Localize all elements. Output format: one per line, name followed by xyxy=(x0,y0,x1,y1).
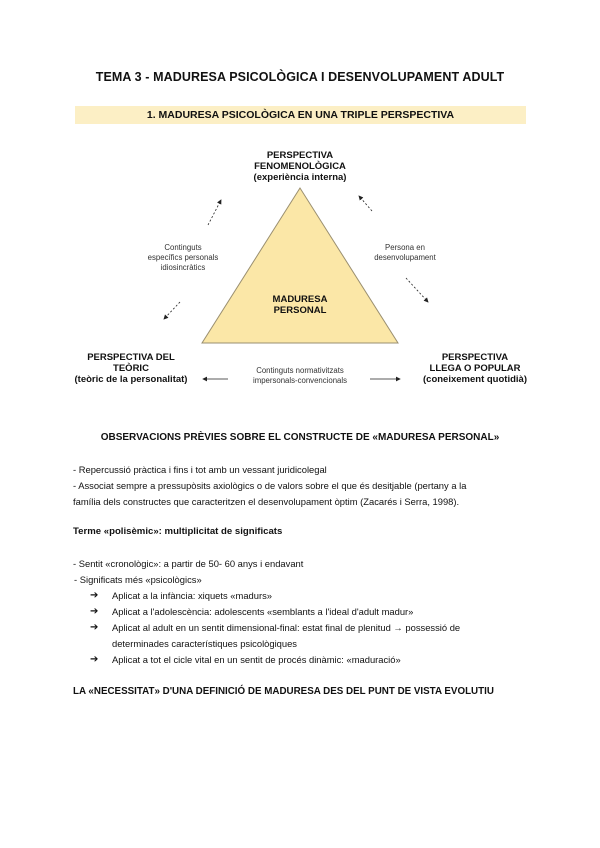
top-label-line3: (experiència interna) xyxy=(253,172,347,183)
section-heading-1: 1. MADURESA PSICOLÒGICA EN UNA TRIPLE PERSPECTIVA xyxy=(75,106,526,124)
bottom-edge-label xyxy=(230,366,370,386)
psychological-meanings: - Significats més «psicològics» xyxy=(74,574,202,585)
list-item-text: Aplicat a l'adolescència: adolescents «semblants a l'ideal d'adult madur» xyxy=(112,606,414,617)
triple-perspective-diagram xyxy=(60,130,540,400)
arrow-right-icon: ➔ xyxy=(90,590,99,601)
arrow-right-lower xyxy=(406,278,428,302)
top-label-line1: PERSPECTIVA xyxy=(266,150,334,161)
right-edge-line2: desenvolupament xyxy=(374,253,436,262)
list-item xyxy=(90,620,530,652)
bottom-edge-line1: Continguts normativitzats xyxy=(256,366,344,375)
right-edge-line1: Persona en xyxy=(385,243,425,252)
list-item-text: Aplicat a la infància: xiquets «madurs» xyxy=(112,590,272,601)
observation-2-line1: - Associat sempre a pressupòsits axiològics o de valors sobre el que és desitjable (pertany a la xyxy=(73,480,467,491)
observation-1: - Repercussió pràctica i fins i tot amb un vessant juridicolegal xyxy=(73,464,327,475)
top-label-line2: FENOMENOLÒGICA xyxy=(254,161,346,172)
left-label-line3: (teòric de la personalitat) xyxy=(74,374,188,385)
list-item-text: Aplicat a tot el cicle vital en un sentit de procés dinàmic: «maduració» xyxy=(112,654,401,665)
observation-2-line2: família dels constructes que caracteritzen el desenvolupament òptim (Zacarés i Serra, 1998). xyxy=(73,496,460,507)
final-heading: LA «NECESSITAT» D'UNA DEFINICIÓ DE MADURESA DES DEL PUNT DE VISTA EVOLUTIU xyxy=(73,686,494,697)
list-item xyxy=(90,652,530,668)
top-perspective-label xyxy=(230,150,370,183)
left-perspective-label xyxy=(66,352,196,385)
list-item-text: Aplicat al adult en un sentit dimensional-final: estat final de plenitud → possessió de xyxy=(112,622,461,633)
arrow-left-lower xyxy=(164,302,180,319)
right-label-line3: (coneixement quotidià) xyxy=(423,374,527,385)
page-title: TEMA 3 - MADURESA PSICOLÒGICA I DESENVOLUPAMENT ADULT xyxy=(95,70,505,84)
right-perspective-label xyxy=(410,352,540,385)
arrow-right-icon: ➔ xyxy=(90,606,99,617)
arrow-right-icon: ➔ xyxy=(90,654,99,665)
right-label-line1: PERSPECTIVA xyxy=(441,352,509,363)
polysemic-term-heading: Terme «polisèmic»: multiplicitat de significats xyxy=(73,526,283,537)
list-item-text-continued: determinades característiques psicològiques xyxy=(112,638,297,649)
arrow-left-upper xyxy=(208,200,221,225)
center-label-line1: MADURESA xyxy=(272,294,328,305)
arrow-right-icon: ➔ xyxy=(90,622,99,633)
center-label-line2: PERSONAL xyxy=(273,305,327,316)
arrow-right-upper xyxy=(359,196,372,211)
left-edge-line1: Continguts xyxy=(164,243,202,252)
chronological-sense: - Sentit «cronològic»: a partir de 50- 60 anys i endavant xyxy=(73,558,304,569)
left-edge-line3: idiosincràtics xyxy=(160,263,206,272)
bottom-edge-line2: impersonals-convencionals xyxy=(252,376,348,385)
observations-heading: OBSERVACIONS PRÈVIES SOBRE EL CONSTRUCTE DE «MADURESA PERSONAL» xyxy=(100,432,500,443)
left-edge-line2: específics personals xyxy=(147,253,219,262)
left-edge-label xyxy=(118,243,248,273)
left-label-line1: PERSPECTIVA DEL xyxy=(87,352,175,363)
meanings-list xyxy=(90,588,530,668)
center-label xyxy=(250,294,350,316)
right-label-line2: LLEGA O POPULAR xyxy=(429,363,521,374)
left-label-line2: TEÒRIC xyxy=(113,363,149,374)
list-item xyxy=(90,588,530,604)
list-item xyxy=(90,604,530,620)
right-edge-label xyxy=(350,243,460,263)
